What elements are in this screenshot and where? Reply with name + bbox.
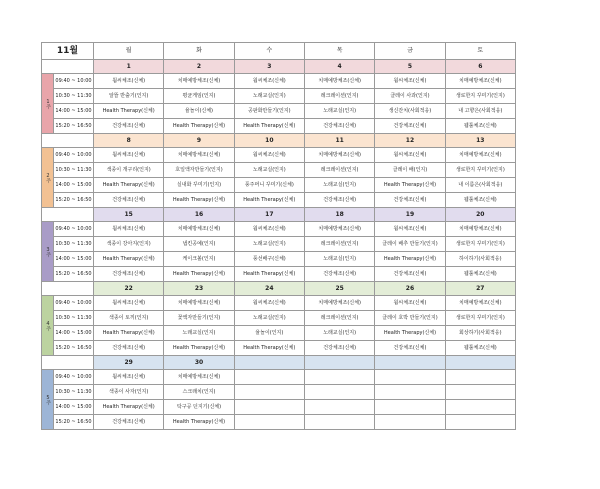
date-cell-tue: 9 [164,134,234,148]
activity-cell-mon: 웜씨체조(신체) [94,222,164,237]
time-slot-label: 09:40 ~ 10:00 [54,222,94,237]
week-date-row [42,282,516,296]
day-header-wed: 수 [234,43,304,60]
activity-cell-thu: 레크레이션(인지) [304,237,374,252]
time-slot-row [42,74,516,89]
activity-cell-mon: Health Therapy(신체) [94,252,164,267]
activity-cell-fri: 건강체조(신체) [375,119,445,134]
activity-cell-thu: 레크레이션(인지) [304,311,374,326]
time-slot-label: 14:00 ~ 15:00 [54,252,94,267]
activity-cell-sat: 생로한지 꾸미기(인지) [445,89,515,104]
activity-cell-thu: 레크레이션(인지) [304,163,374,178]
time-slot-label: 15:20 ~ 16:50 [54,119,94,134]
activity-cell-sat: 웹툴체조(신체) [445,119,515,134]
time-slot-label: 10:30 ~ 11:30 [54,163,94,178]
activity-cell-wed: 노래교실(인지) [234,311,304,326]
date-cell-wed: 3 [234,60,304,74]
activity-cell-tue: 호일액자만들기(인지) [164,163,234,178]
time-slot-label: 09:40 ~ 10:00 [54,296,94,311]
activity-cell-fri: 웜씨체조(신체) [375,222,445,237]
activity-cell-fri: 웜씨체조(신체) [375,148,445,163]
time-slot-label: 14:00 ~ 15:00 [54,326,94,341]
activity-cell-tue: Health Therapy(신체) [164,415,234,430]
date-cell-sat: 27 [445,282,515,296]
activity-cell-mon: 색종이 사자(인지) [94,385,164,400]
activity-cell-fri: 웜씨체조(신체) [375,296,445,311]
activity-cell-wed: 웜씨체조(신체) [234,296,304,311]
date-cell-fri: 5 [375,60,445,74]
time-slot-label: 15:20 ~ 16:50 [54,193,94,208]
week-date-row [42,134,516,148]
date-cell-tue: 2 [164,60,234,74]
activity-cell-tue: 실내화 꾸미기(인지) [164,178,234,193]
time-slot-row [42,311,516,326]
activity-cell-fri: 생신잔치(사회적응) [375,104,445,119]
activity-cell-tue: 탁구공 던지기(신체) [164,400,234,415]
activity-cell-sat: 회상하기(사회적응) [445,326,515,341]
date-cell-wed: 24 [234,282,304,296]
time-slot-label: 15:20 ~ 16:50 [54,415,94,430]
date-cell-sat [445,356,515,370]
activity-cell-thu [304,385,374,400]
activity-cell-tue: 꽃액자만들기(인지) [164,311,234,326]
activity-cell-mon: 건강체조(신체) [94,119,164,134]
week-label: 2주 [42,148,54,208]
activity-cell-fri: 클레이 호박 만들기(인지) [375,311,445,326]
activity-cell-thu: 건강체조(신체) [304,193,374,208]
activity-cell-sat: 치매예방체조(신체) [445,74,515,89]
day-header-tue: 화 [164,43,234,60]
activity-cell-wed: 웜씨체조(신체) [234,148,304,163]
time-slot-label: 14:00 ~ 15:00 [54,104,94,119]
day-header-thu: 목 [304,43,374,60]
date-cell-tue: 16 [164,208,234,222]
activity-cell-sat [445,370,515,385]
date-cell-mon: 8 [94,134,164,148]
activity-cell-mon: Health Therapy(신체) [94,400,164,415]
date-cell-mon: 15 [94,208,164,222]
time-slot-row [42,341,516,356]
day-header-fri: 금 [375,43,445,60]
time-slot-label: 10:30 ~ 11:30 [54,311,94,326]
time-slot-row [42,296,516,311]
activity-cell-mon: 색종이 강아지(인지) [94,237,164,252]
day-header-mon: 월 [94,43,164,60]
activity-cell-fri: 건강체조(신체) [375,267,445,282]
activity-cell-tue: 냅킨공예(인지) [164,237,234,252]
date-cell-sat: 20 [445,208,515,222]
activity-cell-tue: Health Therapy(신체) [164,341,234,356]
time-slot-row [42,400,516,415]
date-cell-thu: 18 [304,208,374,222]
activity-cell-fri: Health Therapy(신체) [375,326,445,341]
time-slot-label: 09:40 ~ 10:00 [54,370,94,385]
week-label: 3주 [42,222,54,282]
activity-cell-mon: 웜씨체조(신체) [94,296,164,311]
week-date-row [42,60,516,74]
activity-cell-sat [445,400,515,415]
activity-cell-sat: 내 고향은(사회적응) [445,104,515,119]
time-slot-row [42,415,516,430]
activity-cell-wed: 웜씨체조(신체) [234,222,304,237]
activity-cell-sat: 생로한지 꾸미기(인지) [445,237,515,252]
activity-cell-thu: 건강체조(신체) [304,119,374,134]
time-slot-label: 10:30 ~ 11:30 [54,385,94,400]
activity-cell-fri: 건강체조(신체) [375,193,445,208]
time-slot-row [42,193,516,208]
activity-cell-sat: 치매예방체조(신체) [445,222,515,237]
date-cell-fri [375,356,445,370]
activity-cell-mon: Health Therapy(신체) [94,326,164,341]
activity-cell-thu [304,400,374,415]
activity-cell-tue: Health Therapy(신체) [164,267,234,282]
time-slot-row [42,326,516,341]
activity-cell-tue: Health Therapy(신체) [164,193,234,208]
activity-cell-fri: 클레이 배(인지) [375,163,445,178]
date-row-spacer [42,134,94,148]
activity-cell-tue: 평균게임(인지) [164,89,234,104]
time-slot-label: 15:20 ~ 16:50 [54,267,94,282]
activity-cell-wed: Health Therapy(신체) [234,267,304,282]
time-slot-row [42,148,516,163]
time-slot-label: 15:20 ~ 16:50 [54,341,94,356]
date-cell-thu [304,356,374,370]
time-slot-row [42,89,516,104]
activity-cell-tue: 케이크볼(인지) [164,252,234,267]
activity-cell-mon: 건강체조(신체) [94,341,164,356]
activity-cell-fri: 웜씨체조(신체) [375,74,445,89]
activity-cell-tue: 율놀이(신체) [164,104,234,119]
day-header-row [42,43,516,60]
activity-cell-wed: 풍주머니 꾸미기(신체) [234,178,304,193]
activity-cell-fri: Health Therapy(신체) [375,178,445,193]
date-cell-tue: 30 [164,356,234,370]
activity-cell-thu: 건강체조(신체) [304,267,374,282]
date-cell-mon: 1 [94,60,164,74]
activity-cell-tue: 치매예방체조(신체) [164,74,234,89]
activity-cell-wed: Health Therapy(신체) [234,193,304,208]
date-row-spacer [42,356,94,370]
date-cell-sat: 6 [445,60,515,74]
activity-cell-tue: 스크래치(인지) [164,385,234,400]
activity-cell-thu: 노래교실(인지) [304,178,374,193]
time-slot-label: 10:30 ~ 11:30 [54,89,94,104]
week-date-row [42,356,516,370]
week-label: 4주 [42,296,54,356]
activity-cell-mon: 건강체조(신체) [94,267,164,282]
activity-cell-thu [304,370,374,385]
activity-cell-mon: 웜씨체조(신체) [94,74,164,89]
date-cell-sat: 13 [445,134,515,148]
time-slot-label: 14:00 ~ 15:00 [54,178,94,193]
day-header-sat: 토 [445,43,515,60]
date-cell-fri: 19 [375,208,445,222]
date-cell-thu: 11 [304,134,374,148]
date-cell-wed: 10 [234,134,304,148]
activity-cell-mon: 알뜰 반출기(인지) [94,89,164,104]
activity-cell-wed: Health Therapy(신체) [234,341,304,356]
activity-cell-wed: 노래교실(인지) [234,237,304,252]
week-date-row [42,208,516,222]
time-slot-row [42,385,516,400]
activity-cell-fri: 클레이 배추 만들기(인지) [375,237,445,252]
activity-cell-thu: 치매예방체조(신체) [304,222,374,237]
time-slot-label: 14:00 ~ 15:00 [54,400,94,415]
time-slot-row [42,104,516,119]
activity-cell-thu: 노래교실(인지) [304,104,374,119]
activity-cell-mon: 웜씨체조(신체) [94,148,164,163]
date-row-spacer [42,282,94,296]
activity-cell-thu: 치매예방체조(신체) [304,296,374,311]
activity-cell-mon: Health Therapy(신체) [94,178,164,193]
activity-cell-thu: 레크레이션(인지) [304,89,374,104]
activity-cell-sat: 웹툴체조(신체) [445,193,515,208]
activity-cell-fri [375,385,445,400]
time-slot-row [42,163,516,178]
activity-cell-wed: 공판화만들기(인지) [234,104,304,119]
time-slot-row [42,119,516,134]
activity-cell-fri [375,370,445,385]
activity-cell-mon: 건강체조(신체) [94,415,164,430]
time-slot-row [42,267,516,282]
date-cell-mon: 22 [94,282,164,296]
activity-cell-thu: 건강체조(신체) [304,341,374,356]
activity-cell-sat: 생로한지 꾸미기(인지) [445,311,515,326]
activity-cell-fri: 건강체조(신체) [375,341,445,356]
date-cell-fri: 12 [375,134,445,148]
activity-cell-fri [375,400,445,415]
date-cell-thu: 25 [304,282,374,296]
activity-cell-mon: 웜씨체조(신체) [94,370,164,385]
date-row-spacer [42,208,94,222]
date-cell-tue: 23 [164,282,234,296]
activity-cell-sat: 하이하기(사회적응) [445,252,515,267]
activity-cell-wed: 율놀이(인지) [234,326,304,341]
activity-cell-tue: 노래교실(인지) [164,326,234,341]
time-slot-row [42,237,516,252]
activity-cell-wed: Health Therapy(신체) [234,119,304,134]
activity-cell-fri [375,415,445,430]
activity-cell-tue: 치매예방체조(신체) [164,222,234,237]
activity-cell-mon: Health Therapy(신체) [94,104,164,119]
activity-cell-tue: 치매예방체조(신체) [164,370,234,385]
activity-cell-sat: 생로한지 꾸미기(인지) [445,163,515,178]
activity-cell-thu: 치매예방체조(신체) [304,148,374,163]
date-cell-wed [234,356,304,370]
activity-cell-sat: 치매예방체조(신체) [445,296,515,311]
date-cell-fri: 26 [375,282,445,296]
date-cell-wed: 17 [234,208,304,222]
activity-cell-thu [304,415,374,430]
activity-cell-mon: 색종이 토끼(인지) [94,311,164,326]
activity-cell-tue: 치매예방체조(신체) [164,296,234,311]
activity-cell-sat [445,415,515,430]
activity-cell-thu: 노래교실(인지) [304,326,374,341]
activity-cell-thu: 치매예방체조(신체) [304,74,374,89]
activity-cell-wed [234,415,304,430]
month-title: 11월 [42,43,94,60]
monthly-schedule-table [41,42,516,430]
activity-cell-sat: 웹툴체조(신체) [445,341,515,356]
time-slot-row [42,370,516,385]
activity-cell-thu: 노래교실(인지) [304,252,374,267]
activity-cell-mon: 색종이 개구리(인지) [94,163,164,178]
activity-cell-wed: 풍선배구(신체) [234,252,304,267]
time-slot-label: 09:40 ~ 10:00 [54,74,94,89]
activity-cell-sat: 웹툴체조(신체) [445,267,515,282]
activity-cell-wed [234,400,304,415]
activity-cell-mon: 건강체조(신체) [94,193,164,208]
activity-cell-fri: Health Therapy(신체) [375,252,445,267]
activity-cell-fri: 클레이 사과(인지) [375,89,445,104]
time-slot-row [42,178,516,193]
week-label: 1주 [42,74,54,134]
activity-cell-wed: 웜씨체조(신체) [234,74,304,89]
activity-cell-tue: 치매예방체조(신체) [164,148,234,163]
week-label: 5주 [42,370,54,430]
activity-cell-wed: 노래교실(인지) [234,163,304,178]
time-slot-row [42,252,516,267]
activity-cell-wed: 노래교실(인지) [234,89,304,104]
activity-cell-sat [445,385,515,400]
activity-cell-tue: Health Therapy(신체) [164,119,234,134]
time-slot-row [42,222,516,237]
date-row-spacer [42,60,94,74]
date-cell-mon: 29 [94,356,164,370]
activity-cell-sat: 치매예방체조(신체) [445,148,515,163]
activity-cell-wed [234,385,304,400]
time-slot-label: 10:30 ~ 11:30 [54,237,94,252]
activity-cell-sat: 내 이름은(사회적응) [445,178,515,193]
time-slot-label: 09:40 ~ 10:00 [54,148,94,163]
activity-cell-wed [234,370,304,385]
date-cell-thu: 4 [304,60,374,74]
